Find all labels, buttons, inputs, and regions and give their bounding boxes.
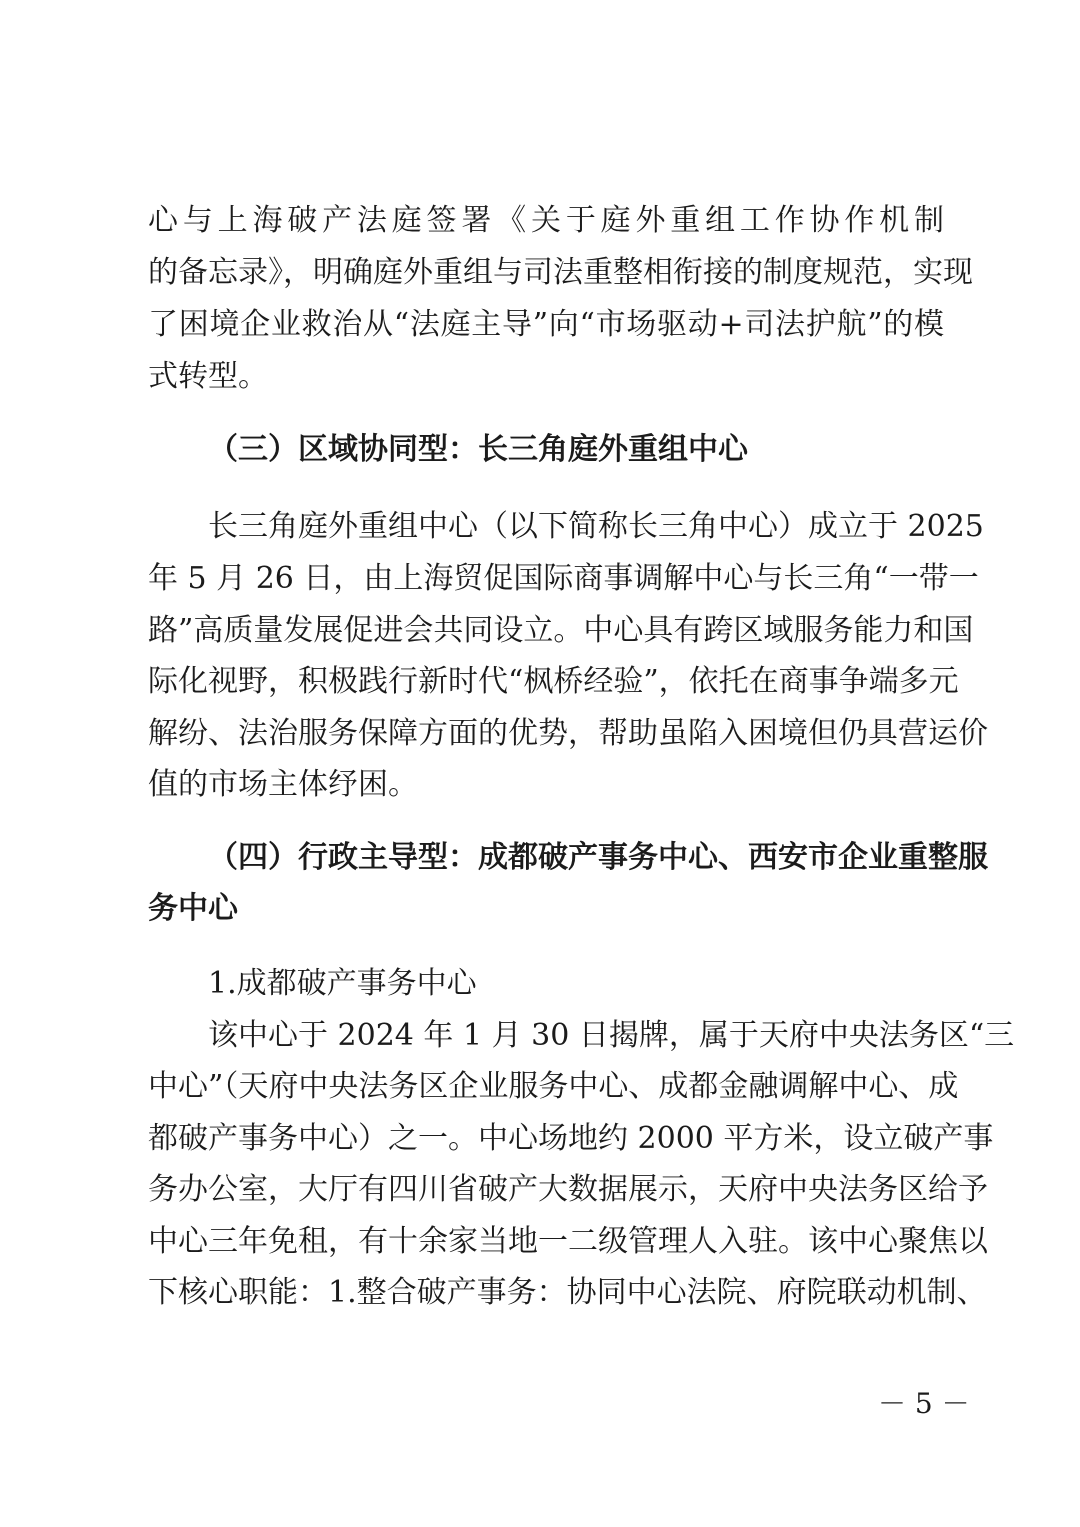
body-text-line: 了困境企业救治从“法庭主导”向“市场驱动+司法护航”的模: [148, 307, 944, 342]
section-heading-continuation: 务中心: [148, 891, 238, 926]
subsection-title: 1.成都破产事务中心: [208, 966, 477, 1001]
section-heading: （四）行政主导型：成都破产事务中心、西安市企业重整服: [208, 840, 988, 875]
body-text-line: 年 5 月 26 日，由上海贸促国际商事调解中心与长三角“一带一: [148, 561, 979, 596]
body-text-line: 解纷、法治服务保障方面的优势，帮助虽陷入困境但仍具营运价: [148, 716, 988, 751]
paragraph-first-line: 长三角庭外重组中心（以下简称长三角中心）成立于 2025: [208, 509, 984, 544]
body-text-line: 中心三年免租，有十余家当地一二级管理人入驻。该中心聚焦以: [148, 1224, 988, 1259]
section-heading: （三）区域协同型：长三角庭外重组中心: [208, 432, 748, 467]
page-number: － 5 －: [878, 1387, 970, 1420]
body-text-line: 务办公室，大厅有四川省破产大数据展示，天府中央法务区给予: [148, 1172, 988, 1207]
paragraph-first-line: 该中心于 2024 年 1 月 30 日揭牌，属于天府中央法务区“三: [208, 1018, 1015, 1053]
body-text-line: 下核心职能：1.整合破产事务：协同中心法院、府院联动机制、: [148, 1275, 987, 1310]
body-text-line: 式转型。: [148, 359, 268, 394]
body-text-line: 的备忘录》，明确庭外重组与司法重整相衔接的制度规范，实现: [148, 255, 973, 290]
body-text-line: 际化视野，积极践行新时代“枫桥经验”，依托在商事争端多元: [148, 664, 959, 699]
body-text-line: 值的市场主体纾困。: [148, 767, 418, 802]
body-text-line: 路”高质量发展促进会共同设立。中心具有跨区域服务能力和国: [148, 613, 974, 648]
body-text-line: 心与上海破产法庭签署《关于庭外重组工作协作机制: [148, 203, 944, 238]
body-text-line: 中心”（天府中央法务区企业服务中心、成都金融调解中心、成: [148, 1069, 959, 1104]
body-text-line: 都破产事务中心）之一。中心场地约 2000 平方米，设立破产事: [148, 1121, 994, 1156]
